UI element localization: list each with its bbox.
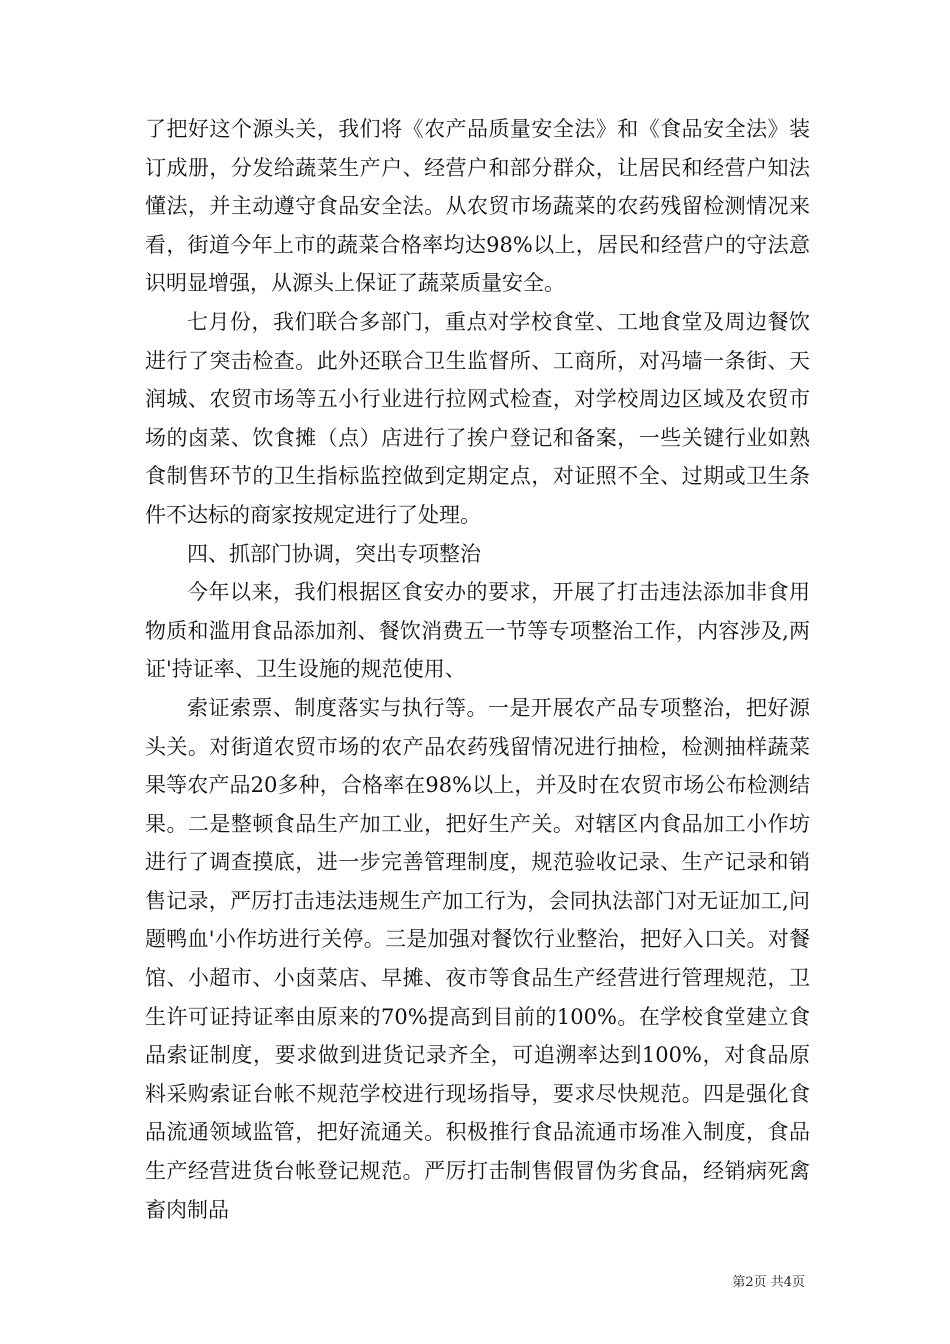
page-number: 第2页 共4页 [732,1275,805,1290]
paragraph-3: 今年以来，我们根据区食安办的要求，开展了打击违法添加非食用物质和滥用食品添加剂、餐饮消费五一节等专项整治工作，内容涉及,两证'持证率、卫生设施的规范使用、 [145,580,810,682]
paragraph-2: 七月份，我们联合多部门，重点对学校食堂、工地食堂及周边餐饮进行了突击检查。此外还联合卫生监督所、工商所，对冯墙一条街、天润城、农贸市场等五小行业进行拉网式检查，对学校周边区域及农贸市场的卤菜、饮食摊（点）店进行了挨户登记和备案，一些关键行业如熟食制售环节的卫生指标监控做到定期定点，对证照不全、过期或卫生条件不达标的商家按规定进行了处理。 [145,309,810,527]
document-body [145,110,810,1229]
section-heading: 四、抓部门协调，突出专项整治 [187,541,481,566]
paragraph-1: 了把好这个源头关，我们将《农产品质量安全法》和《食品安全法》装订成册，分发给蔬菜生产户、经营户和部分群众，让居民和经营户知法懂法，并主动遵守食品安全法。从农贸市场蔬菜的农药残留检测情况来看，街道今年上市的蔬菜合格率均达98%以上，居民和经营户的守法意识明显增强，从源头上保证了蔬菜质量安全。 [145,117,810,296]
paragraph-4: 索证索票、制度落实与执行等。一是开展农产品专项整治，把好源头关。对街道农贸市场的农产品农药残留情况进行抽检，检测抽样蔬菜果等农产品20多种，合格率在98%以上，并及时在农贸市场公布检测结果。二是整顿食品生产加工业，把好生产关。对辖区内食品加工小作坊进行了调查摸底，进一步完善管理制度，规范验收记录、生产记录和销售记录，严厉打击违法违规生产加工行为，会同执法部门对无证加工,问题鸭血'小作坊进行关停。三是加强对餐饮行业整治，把好入口关。对餐馆、小超市、小卤菜店、早摊、夜市等食品生产经营进行管理规范，卫生许可证持证率由原来的70%提高到目前的100%。在学校食堂建立食品索证制度，要求做到进货记录齐全，可追溯率达到100%，对食品原料采购索证台帐不规范学校进行现场指导，要求尽快规范。四是强化食品流通领域监管，把好流通关。积极推行食品流通市场准入制度，食品生产经营进货台帐登记规范。严厉打击制售假冒伪劣食品，经销病死禽畜肉制品 [145,695,810,1222]
